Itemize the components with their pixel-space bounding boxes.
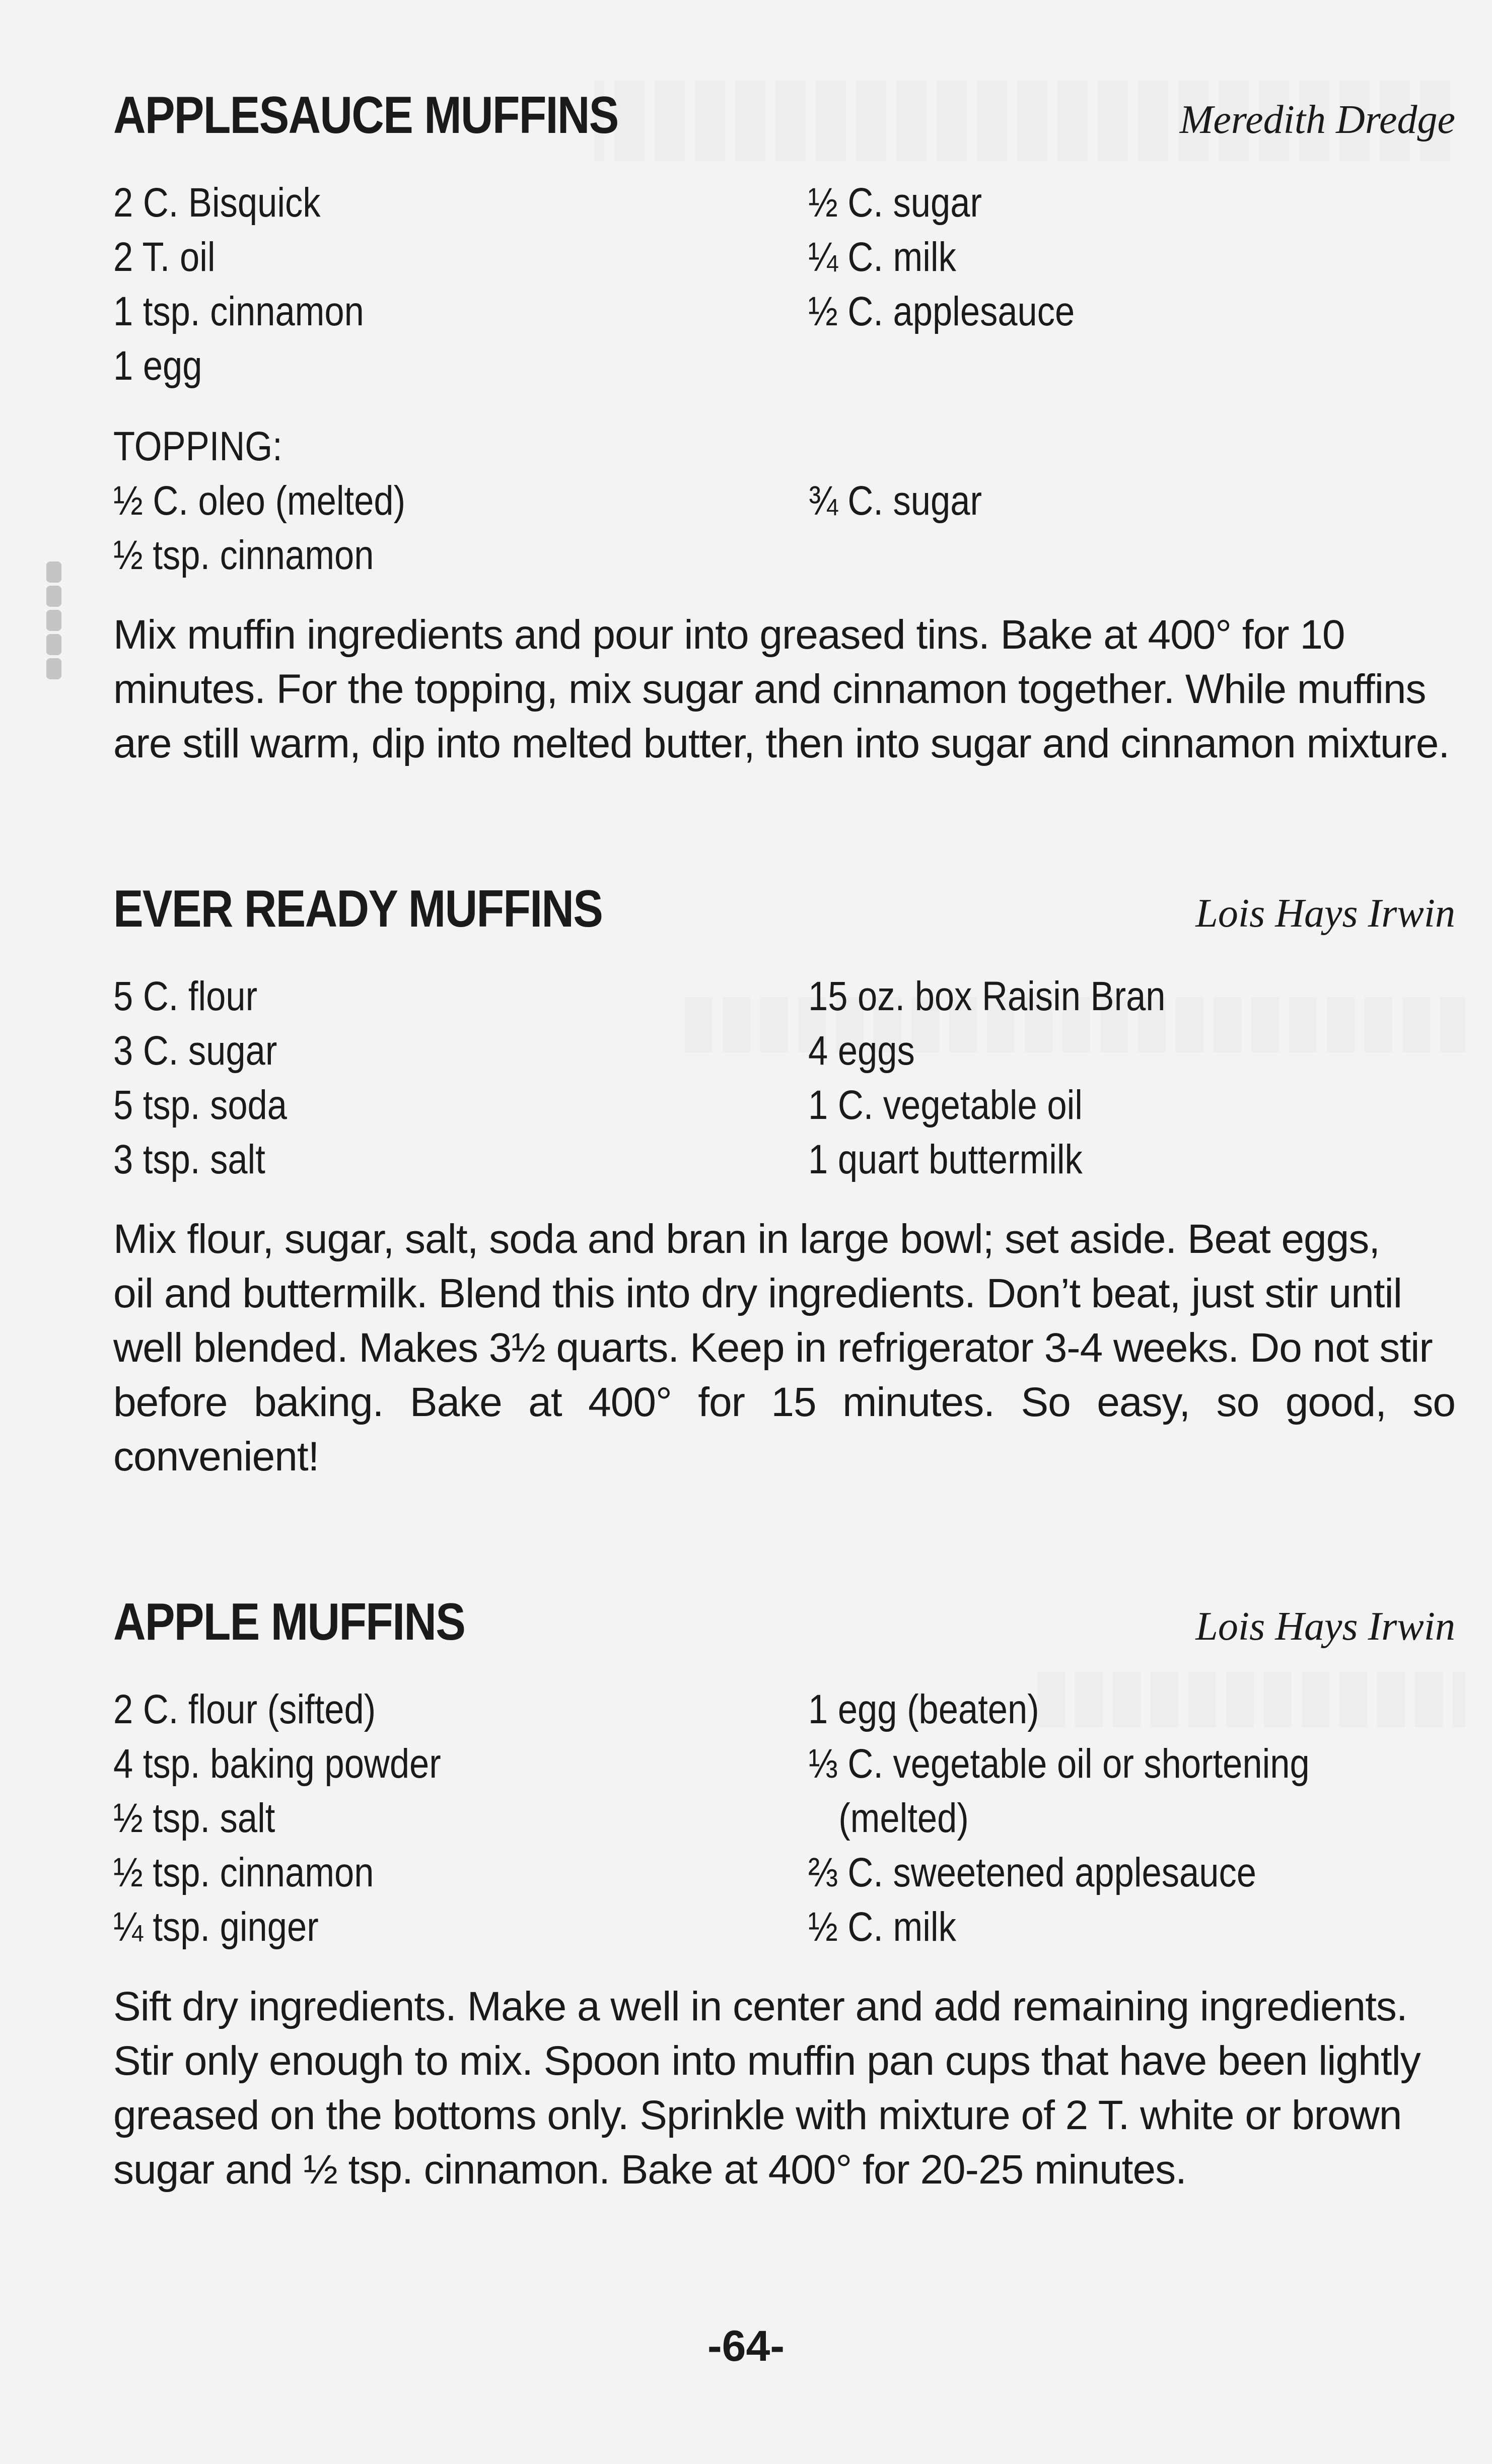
ingredient: 1 tsp. cinnamon [113, 289, 364, 334]
directions-line: are still warm, dip into melted butter, then into sugar and cinnamon mixture. [113, 721, 1450, 766]
recipe-directions [113, 1212, 1455, 1484]
ingredient: 3 tsp. salt [113, 1137, 265, 1182]
directions-line: well blended. Makes 3½ quarts. Keep in refrigerator 3-4 weeks. Do not stir [113, 1325, 1433, 1371]
directions-line: Mix flour, sugar, salt, soda and bran in large bowl; set aside. Beat eggs, [113, 1216, 1380, 1262]
ingredient: 5 C. flour [113, 973, 258, 1019]
recipe-ever-ready-muffins [113, 879, 1455, 1484]
ingredients-list [113, 969, 1455, 1187]
directions-line: Mix muffin ingredients and pour into greased tins. Bake at 400° for 10 [113, 612, 1345, 658]
ingredients-right-column [808, 969, 1455, 1187]
directions-line: sugar and ½ tsp. cinnamon. Bake at 400° for 20-25 minutes. [113, 2147, 1186, 2193]
directions-line: before baking. Bake at 400° for 15 minutes. So easy, so good, so convenient! [113, 1379, 1455, 1480]
page-number: -64- [707, 2322, 785, 2370]
directions-line: Stir only enough to mix. Spoon into muffin pan cups that have been lightly [113, 2038, 1420, 2084]
ingredients-left-column [113, 176, 808, 393]
ingredient: ½ C. milk [808, 1904, 956, 1950]
directions-line: Sift dry ingredients. Make a well in center and add remaining ingredients. [113, 1984, 1407, 2029]
ingredient: 1 egg [113, 343, 202, 389]
ingredients-left-column [113, 969, 808, 1187]
ingredient: 2 C. Bisquick [113, 180, 321, 226]
recipe-applesauce-muffins [113, 86, 1455, 771]
ingredient: ½ C. applesauce [808, 289, 1075, 334]
topping-left-column [113, 474, 808, 583]
recipe-directions [113, 1980, 1455, 2197]
ingredients-right-column [808, 1682, 1455, 1954]
directions-line: oil and buttermilk. Blend this into dry ingredients. Don’t beat, just stir until [113, 1271, 1402, 1316]
recipe-author: Lois Hays Irwin [1195, 891, 1455, 936]
ingredient: 15 oz. box Raisin Bran [808, 973, 1166, 1019]
ingredient: ⅓ C. vegetable oil or shortening [808, 1741, 1310, 1787]
ingredients-left-column [113, 1682, 808, 1954]
recipe-title: APPLESAUCE MUFFINS [113, 86, 618, 145]
recipe-title: EVER READY MUFFINS [113, 880, 603, 938]
topping-label: TOPPING: [113, 424, 282, 469]
ingredient: ¼ tsp. ginger [113, 1904, 319, 1950]
recipe-header [113, 879, 1455, 939]
ingredients-right-column [808, 176, 1455, 393]
topping-list [113, 474, 1455, 583]
ingredient: 1 C. vegetable oil [808, 1082, 1083, 1128]
ingredient: 2 C. flour (sifted) [113, 1686, 376, 1732]
recipe-author: Lois Hays Irwin [1195, 1604, 1455, 1649]
ingredient: 5 tsp. soda [113, 1082, 287, 1128]
ingredient: ½ tsp. cinnamon [113, 532, 374, 578]
ingredient: ½ C. sugar [808, 180, 982, 226]
ingredient: 1 quart buttermilk [808, 1137, 1083, 1182]
ingredient: 2 T. oil [113, 234, 216, 280]
binding-holes [46, 561, 72, 679]
ingredient: ½ tsp. cinnamon [113, 1850, 374, 1895]
page-content [113, 76, 1455, 2197]
ingredient: (melted) [838, 1795, 969, 1841]
ingredient: 1 egg (beaten) [808, 1686, 1039, 1732]
recipe-author: Meredith Dredge [1179, 98, 1455, 142]
ingredients-list [113, 176, 1455, 393]
ingredient: ½ C. oleo (melted) [113, 478, 406, 524]
ingredient: 4 eggs [808, 1028, 915, 1074]
ingredient: ¾ C. sugar [808, 478, 982, 524]
directions-line: greased on the bottoms only. Sprinkle with mixture of 2 T. white or brown [113, 2092, 1402, 2138]
recipe-header [113, 1592, 1455, 1652]
ingredient: ¼ C. milk [808, 234, 956, 280]
recipe-apple-muffins [113, 1592, 1455, 2197]
ingredient: ½ tsp. salt [113, 1795, 275, 1841]
recipe-title: APPLE MUFFINS [113, 1593, 465, 1651]
ingredient: ⅔ C. sweetened applesauce [808, 1850, 1256, 1895]
ingredients-list [113, 1682, 1455, 1954]
recipe-header [113, 86, 1455, 146]
recipe-directions [113, 608, 1455, 771]
topping-right-column [808, 474, 1455, 583]
ingredient: 3 C. sugar [113, 1028, 277, 1074]
ingredient: 4 tsp. baking powder [113, 1741, 441, 1787]
directions-line: minutes. For the topping, mix sugar and cinnamon together. While muffins [113, 666, 1426, 712]
